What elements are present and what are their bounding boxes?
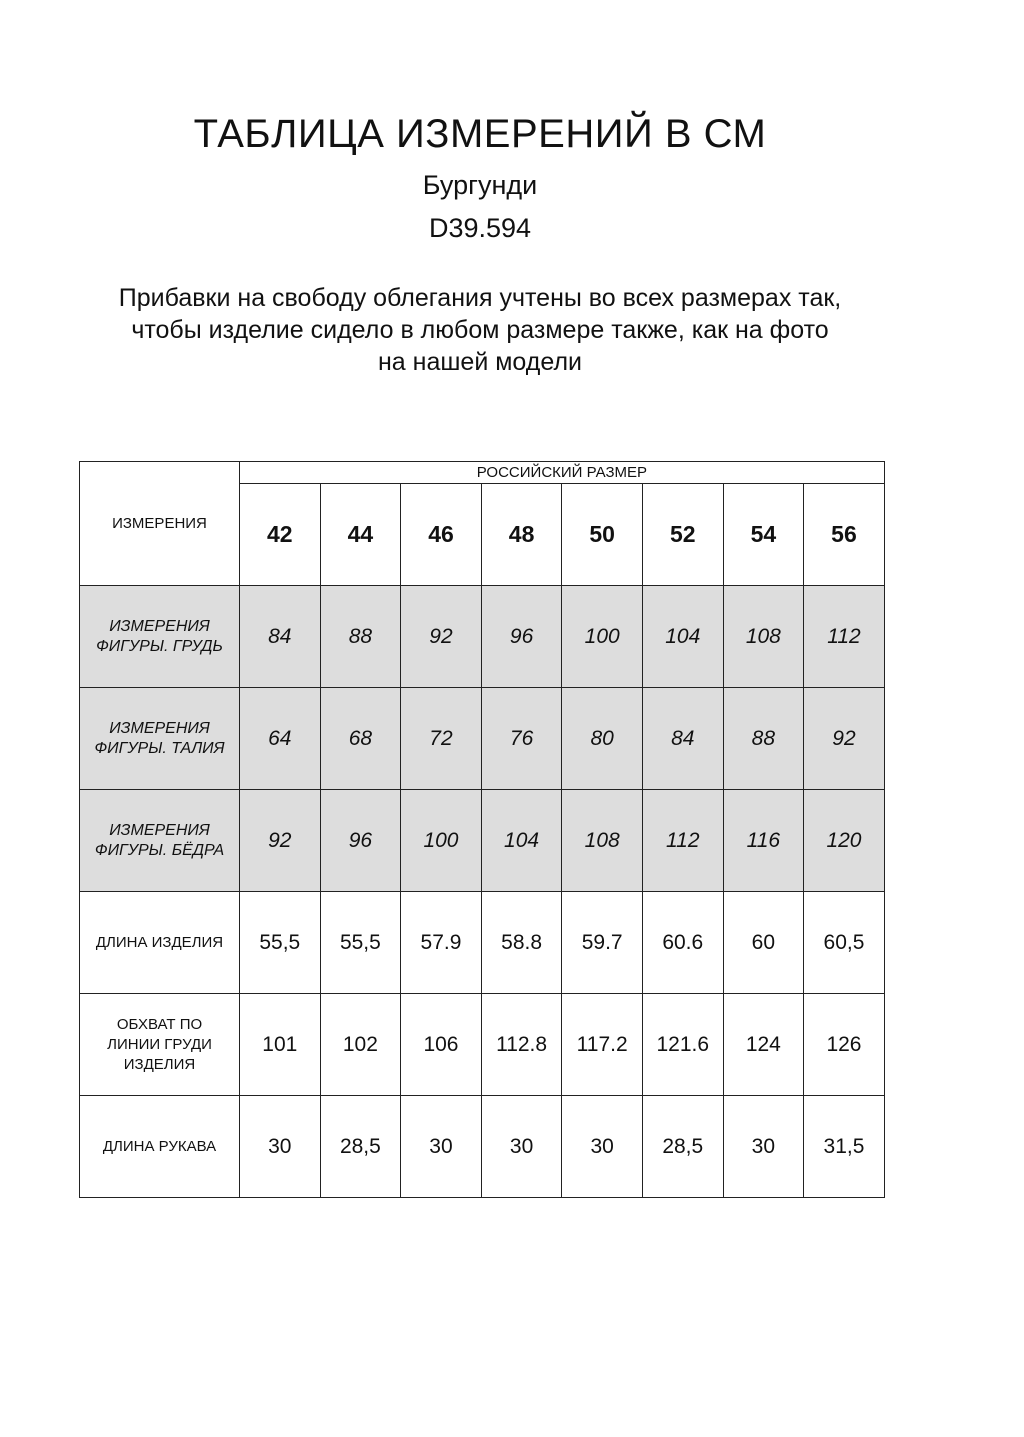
cell-value: 28,5 bbox=[339, 1134, 381, 1158]
cell-value: 28,5 bbox=[662, 1134, 704, 1158]
table-cell bbox=[723, 994, 804, 1096]
row-label bbox=[80, 1137, 239, 1157]
cell-value: 126 bbox=[826, 1032, 862, 1056]
fit-note bbox=[60, 282, 900, 378]
row-label-line: ИЗМЕРЕНИЯ bbox=[109, 821, 210, 839]
size-header bbox=[562, 484, 643, 586]
measurements-header bbox=[80, 462, 240, 586]
row-label bbox=[80, 821, 239, 861]
row-label bbox=[80, 719, 239, 759]
cell-value: 92 bbox=[832, 726, 856, 750]
size-group-header: РОССИЙСКИЙ РАЗМЕР bbox=[240, 462, 885, 484]
cell-value: 121.6 bbox=[656, 1032, 710, 1056]
cell-value: 108 bbox=[745, 624, 781, 648]
cell-value: 104 bbox=[665, 624, 701, 648]
row-label-line: ДЛИНА ИЗДЕЛИЯ bbox=[95, 933, 224, 951]
table-cell bbox=[320, 994, 401, 1096]
table-cell bbox=[481, 586, 562, 688]
table-cell bbox=[401, 688, 482, 790]
cell-value: 112 bbox=[827, 624, 861, 648]
row-header bbox=[80, 586, 240, 688]
cell-value: 84 bbox=[671, 726, 695, 750]
size-header-label: 50 bbox=[589, 521, 615, 547]
cell-value: 68 bbox=[348, 726, 373, 750]
size-header-label: 56 bbox=[831, 521, 857, 547]
cell-value: 120 bbox=[826, 828, 862, 852]
table-cell bbox=[642, 994, 723, 1096]
cell-value: 100 bbox=[423, 828, 459, 852]
table-cell bbox=[562, 892, 643, 994]
row-label-line: ФИГУРЫ. БЁДРА bbox=[94, 841, 225, 859]
row-header bbox=[80, 688, 240, 790]
cell-value: 59.7 bbox=[581, 930, 623, 954]
table-cell bbox=[481, 892, 562, 994]
table-cell bbox=[723, 586, 804, 688]
table-cell bbox=[804, 586, 885, 688]
table-row bbox=[80, 688, 885, 790]
cell-value: 88 bbox=[348, 624, 373, 648]
cell-value: 117.2 bbox=[576, 1032, 628, 1056]
row-label-line: ИЗМЕРЕНИЯ bbox=[109, 719, 210, 737]
cell-value: 108 bbox=[584, 828, 620, 852]
table-body bbox=[80, 586, 885, 1198]
table-cell bbox=[481, 1096, 562, 1198]
table-cell bbox=[240, 994, 321, 1096]
cell-value: 58.8 bbox=[501, 930, 543, 954]
fit-note-line: Прибавки на свободу облегания учтены во всех размерах так, bbox=[118, 284, 842, 312]
table-row bbox=[80, 892, 885, 994]
table-cell bbox=[642, 586, 723, 688]
table-cell bbox=[320, 1096, 401, 1198]
cell-value: 76 bbox=[509, 726, 534, 750]
cell-value: 80 bbox=[590, 726, 614, 750]
cell-value: 30 bbox=[429, 1134, 453, 1158]
row-header bbox=[80, 1096, 240, 1198]
size-header-label: 42 bbox=[267, 521, 293, 547]
cell-value: 55,5 bbox=[259, 930, 301, 954]
table-row bbox=[80, 1096, 885, 1198]
cell-value: 96 bbox=[348, 828, 373, 852]
table-cell bbox=[642, 1096, 723, 1198]
row-label bbox=[80, 617, 239, 657]
table-cell bbox=[723, 1096, 804, 1198]
cell-value: 60.6 bbox=[662, 930, 704, 954]
cell-value: 30 bbox=[268, 1134, 292, 1158]
table-cell bbox=[642, 790, 723, 892]
cell-value: 31,5 bbox=[823, 1134, 865, 1158]
table-cell bbox=[401, 994, 482, 1096]
table-cell bbox=[723, 892, 804, 994]
size-header bbox=[481, 484, 562, 586]
table-cell bbox=[401, 892, 482, 994]
table-row bbox=[80, 994, 885, 1096]
table-cell bbox=[804, 688, 885, 790]
cell-value: 96 bbox=[509, 624, 534, 648]
table-cell bbox=[804, 1096, 885, 1198]
row-header bbox=[80, 892, 240, 994]
table-cell bbox=[804, 790, 885, 892]
row-header bbox=[80, 790, 240, 892]
size-header bbox=[804, 484, 885, 586]
size-header-label: 48 bbox=[508, 521, 535, 547]
fit-note-line: чтобы изделие сидело в любом размере также, как на фото bbox=[131, 316, 829, 344]
size-header bbox=[723, 484, 804, 586]
table-cell bbox=[481, 688, 562, 790]
cell-value: 102 bbox=[342, 1032, 378, 1056]
article-number: D39.594 bbox=[428, 213, 532, 243]
cell-value: 57.9 bbox=[420, 930, 462, 954]
size-header-label: 46 bbox=[428, 521, 454, 547]
cell-value: 72 bbox=[429, 726, 453, 750]
row-label-line: ФИГУРЫ. ГРУДЬ bbox=[96, 637, 223, 655]
table-cell bbox=[320, 586, 401, 688]
row-label-line: ИЗДЕЛИЯ bbox=[123, 1055, 196, 1073]
cell-value: 101 bbox=[262, 1032, 298, 1056]
table-row bbox=[80, 586, 885, 688]
row-label bbox=[80, 933, 239, 953]
cell-value: 60 bbox=[751, 930, 776, 954]
cell-value: 30 bbox=[509, 1134, 534, 1158]
fit-note-line: на нашей модели bbox=[378, 348, 582, 376]
cell-value: 100 bbox=[584, 624, 620, 648]
table-cell bbox=[240, 688, 321, 790]
cell-value: 84 bbox=[268, 624, 292, 648]
row-label-line: ДЛИНА РУКАВА bbox=[102, 1137, 217, 1155]
cell-value: 30 bbox=[590, 1134, 614, 1158]
size-header-label: 44 bbox=[347, 521, 374, 547]
table-cell bbox=[723, 688, 804, 790]
cell-value: 112 bbox=[666, 828, 700, 852]
size-header-label: 54 bbox=[750, 521, 777, 547]
row-label-line: ИЗМЕРЕНИЯ bbox=[109, 617, 210, 635]
row-label-line: ФИГУРЫ. ТАЛИЯ bbox=[94, 739, 225, 757]
table-cell bbox=[562, 688, 643, 790]
table-cell bbox=[320, 892, 401, 994]
row-label-line: ЛИНИИ ГРУДИ bbox=[107, 1035, 212, 1053]
color-name: Бургунди bbox=[422, 170, 538, 200]
cell-value: 124 bbox=[745, 1032, 781, 1056]
table-cell bbox=[401, 1096, 482, 1198]
table-cell bbox=[481, 994, 562, 1096]
cell-value: 88 bbox=[751, 726, 776, 750]
cell-value: 64 bbox=[268, 726, 292, 750]
cell-value: 55,5 bbox=[339, 930, 381, 954]
size-chart-table bbox=[79, 461, 885, 1198]
cell-value: 116 bbox=[746, 828, 781, 852]
table-cell bbox=[642, 892, 723, 994]
cell-value: 106 bbox=[423, 1032, 459, 1056]
table-cell bbox=[320, 688, 401, 790]
cell-value: 92 bbox=[429, 624, 453, 648]
table-cell bbox=[804, 994, 885, 1096]
row-label bbox=[80, 1015, 239, 1075]
cell-value: 30 bbox=[751, 1134, 776, 1158]
table-cell bbox=[804, 892, 885, 994]
page-title: ТАБЛИЦА ИЗМЕРЕНИЙ В СМ bbox=[193, 112, 767, 156]
table-cell bbox=[562, 1096, 643, 1198]
table-cell bbox=[240, 790, 321, 892]
table-cell bbox=[240, 892, 321, 994]
size-header bbox=[240, 484, 321, 586]
size-header bbox=[401, 484, 482, 586]
cell-value: 104 bbox=[504, 828, 540, 852]
cell-value: 60,5 bbox=[823, 930, 865, 954]
table-cell bbox=[642, 688, 723, 790]
table-row bbox=[80, 790, 885, 892]
measurements-header-label: ИЗМЕРЕНИЯ bbox=[112, 515, 207, 532]
table-cell bbox=[320, 790, 401, 892]
table-cell bbox=[401, 790, 482, 892]
table-cell bbox=[562, 586, 643, 688]
cell-value: 92 bbox=[268, 828, 292, 852]
size-header-label: 52 bbox=[669, 521, 696, 547]
table-cell bbox=[723, 790, 804, 892]
cell-value: 112.8 bbox=[496, 1032, 548, 1056]
table-cell bbox=[401, 586, 482, 688]
table-cell bbox=[562, 790, 643, 892]
table-cell bbox=[240, 586, 321, 688]
size-header bbox=[320, 484, 401, 586]
table-cell bbox=[562, 994, 643, 1096]
table-cell bbox=[481, 790, 562, 892]
row-header bbox=[80, 994, 240, 1096]
row-label-line: ОБХВАТ ПО bbox=[116, 1015, 203, 1033]
table-cell bbox=[240, 1096, 321, 1198]
size-header bbox=[642, 484, 723, 586]
